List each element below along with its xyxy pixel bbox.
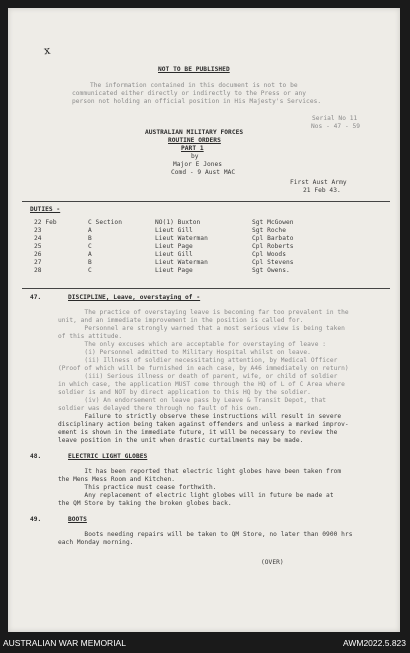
- duty-officer: Lieut Page: [155, 267, 193, 274]
- part-label: PART 1: [181, 145, 204, 152]
- item-47-line: ement is shown in the immediate future, it will be necessary to review the: [58, 429, 338, 436]
- army: First Aust Army: [290, 179, 347, 186]
- duty-section: A: [88, 251, 92, 258]
- item-47-line: (Proof of which will be furnished in each case, by A46 immediately on return): [58, 365, 349, 372]
- duty-officer: Lieut Page: [155, 243, 193, 250]
- corner-mark: x: [43, 43, 52, 58]
- item-48-line: the QM Store by taking the broken globes back.: [58, 500, 232, 507]
- item-47-line: soldier was delayed there through no fault of his own.: [58, 405, 262, 412]
- item-47-line: The only excuses which are acceptable for overstaying of leave :: [58, 341, 327, 348]
- item-49-line: each Monday morning.: [58, 539, 134, 546]
- duty-nco: Sgt McGowen: [252, 219, 294, 226]
- duty-section: A: [88, 227, 92, 234]
- item-48-number: 48.: [30, 453, 42, 460]
- duty-nco: Cpl Barbato: [252, 235, 294, 242]
- item-47-line: (iv) An endorsement on leave pass by Leave & Transit Depot, that: [58, 397, 327, 404]
- footer-institution: AUSTRALIAN WAR MEMORIAL: [3, 638, 126, 648]
- duty-nco: Cpl Woods: [252, 251, 286, 258]
- item-48-line: It has been reported that electric light globes have been taken from: [58, 468, 342, 475]
- orders-title: ROUTINE ORDERS: [168, 137, 221, 144]
- duty-section: B: [88, 259, 92, 266]
- item-47-line: (i) Personnel admitted to Military Hospital whilst on leave.: [58, 349, 311, 356]
- duty-date: 28: [34, 267, 42, 274]
- duty-date: 22 Feb: [34, 219, 57, 226]
- item-47-line: in which case, the application MUST come through the HQ of L of C Area where: [58, 381, 345, 388]
- duty-officer: Lieut Gill: [155, 227, 193, 234]
- item-48-line: This practice must cease forthwith.: [58, 484, 217, 491]
- over-label: (OVER): [261, 559, 284, 566]
- footer-accession: AWM2022.5.823: [343, 638, 406, 648]
- duty-date: 26: [34, 251, 42, 258]
- divider-middle: [22, 288, 390, 289]
- item-48-line: the Mens Mess Room and Kitchen.: [58, 476, 176, 483]
- duty-officer: Lieut Waterman: [155, 259, 208, 266]
- item-47-line: Personnel are strongly warned that a most serious view is being taken: [58, 325, 345, 332]
- restriction-line-1: The information contained in this document is not to be: [90, 82, 298, 89]
- duty-date: 23: [34, 227, 42, 234]
- item-47-line: disciplinary action being taken against offenders and unless a marked improv-: [58, 421, 349, 428]
- duty-officer: Lieut Gill: [155, 251, 193, 258]
- duty-nco: Sgt Owens.: [252, 267, 290, 274]
- duty-section: C: [88, 243, 92, 250]
- item-47-line: (ii) Illness of soldier necessitating attention, by Medical Officer: [58, 357, 338, 364]
- restriction-line-3: person not holding an official position in His Majesty's Services.: [72, 98, 322, 105]
- duty-officer: Lieut Waterman: [155, 235, 208, 242]
- document-date: 21 Feb 43.: [303, 187, 341, 194]
- org-title: AUSTRALIAN MILITARY FORCES: [145, 129, 244, 136]
- item-49-title: BOOTS: [68, 516, 87, 523]
- item-47-line: soldier is and NOT by direct application to this HQ by the soldier.: [58, 389, 311, 396]
- item-48-line: Any replacement of electric light globes will in future be made at: [58, 492, 334, 499]
- duty-section: C: [88, 267, 92, 274]
- item-47-title: DISCIPLINE, Leave, overstaying of -: [68, 294, 201, 301]
- duty-nco: Cpl Stevens: [252, 259, 294, 266]
- order-numbers: Nos - 47 - 59: [311, 123, 361, 130]
- item-47-line: The practice of overstaying leave is becoming far too prevalent in the: [58, 309, 349, 316]
- duty-officer: NO(1) Buxton: [155, 219, 201, 226]
- duty-nco: Sgt Roche: [252, 227, 286, 234]
- author: Major E Jones: [173, 161, 223, 168]
- duty-date: 24: [34, 235, 42, 242]
- item-47-line: leave position in the unit when drastic curtailments may be made.: [58, 437, 304, 444]
- duty-section: C Section: [88, 219, 122, 226]
- duties-heading: DUTIES -: [30, 206, 61, 213]
- archive-footer: [0, 632, 410, 653]
- item-49-number: 49.: [30, 516, 42, 523]
- item-47-number: 47.: [30, 294, 42, 301]
- by-label: by: [191, 153, 199, 160]
- item-48-title: ELECTRIC LIGHT GLOBES: [68, 453, 148, 460]
- restriction-line-2: communicated either directly or indirectly to the Press or any: [72, 90, 307, 97]
- item-47-line: of this attitude.: [58, 333, 123, 340]
- restriction-title: NOT TO BE PUBLISHED: [158, 66, 230, 73]
- duty-section: B: [88, 235, 92, 242]
- duty-nco: Cpl Roberts: [252, 243, 294, 250]
- divider-top: [22, 201, 390, 202]
- duty-date: 25: [34, 243, 42, 250]
- item-47-line: Failure to strictly observe these instructions will result in severe: [58, 413, 342, 420]
- document-sheet: [8, 8, 400, 632]
- item-49-line: Boots needing repairs will be taken to QM Store, no later than 0900 hrs: [58, 531, 353, 538]
- item-47-line: unit, and an immediate improvement in the position is called for.: [58, 317, 304, 324]
- command: Comd - 9 Aust MAC: [171, 169, 236, 176]
- item-47-line: (iii) Serious illness or death of parent, wife, or child of soldier: [58, 373, 338, 380]
- serial-number: Serial No 11: [312, 115, 358, 122]
- duty-date: 27: [34, 259, 42, 266]
